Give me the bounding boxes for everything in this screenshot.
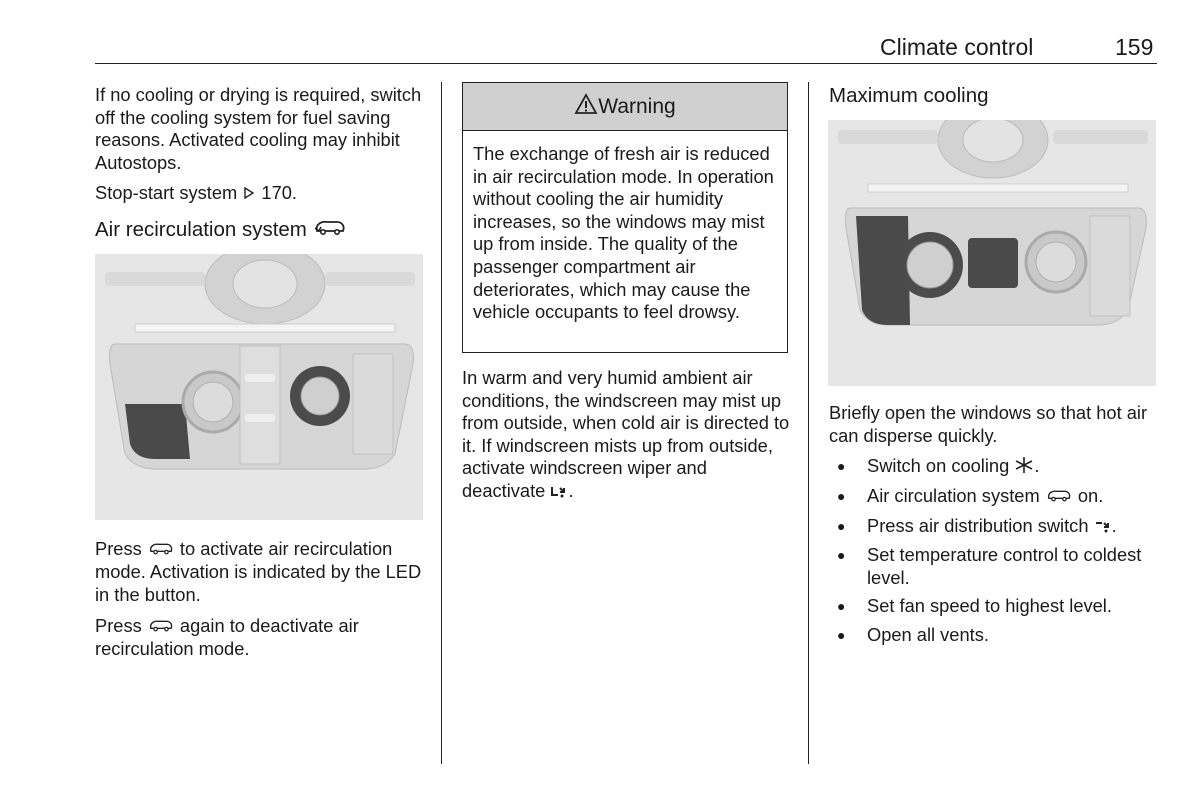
list-item-text: Set fan speed to highest level. <box>867 595 1112 617</box>
warning-body: The exchange of fresh air is reduced in air recirculation mode. In operation without cooling the air humidity increases, so the windows may mist up from inside. The quality of the passenger compartment air deteriorates, which may cause the vehicle occupants to feel drowsy. <box>473 143 774 323</box>
column-3-text <box>829 402 1154 652</box>
column-divider-2 <box>808 82 809 764</box>
list-item <box>829 544 1154 589</box>
list-item-text: Set temperature control to coldest level. <box>867 544 1142 588</box>
list-item <box>829 595 1154 618</box>
list-item-suffix: . <box>1034 455 1040 477</box>
climate-panel-photo-2 <box>828 120 1156 386</box>
press-activate-paragraph <box>95 538 430 607</box>
column-2-paragraph <box>462 367 792 511</box>
section-title: Climate control <box>880 34 1034 60</box>
column-divider-1 <box>441 82 442 764</box>
warning-box <box>462 82 788 353</box>
page-number: 159 <box>1115 34 1154 60</box>
list-item <box>829 624 1154 647</box>
warning-header <box>463 83 787 131</box>
warning-triangle-icon <box>574 93 598 121</box>
max-cooling-intro: Briefly open the windows so that hot air can disperse quickly. <box>829 402 1148 446</box>
crossref-text: Stop-start system <box>95 182 238 204</box>
list-item-text: Press air distribution switch <box>867 514 1089 536</box>
intro-paragraph: If no cooling or drying is required, switch off the cooling system for fuel saving reasons. Activated cooling may inhibit Autostops. <box>95 84 422 173</box>
air-distribution-icon <box>1094 516 1112 539</box>
windscreen-text-end: . <box>568 479 574 501</box>
press-text: Press <box>95 538 142 559</box>
press-activate-text: to activate air recirculation mode. Activation is indicated by the LED in the button. <box>95 538 422 606</box>
max-cooling-steps <box>829 455 1154 646</box>
air-recirculation-heading <box>95 218 347 243</box>
press-deactivate-paragraph <box>95 615 430 661</box>
windscreen-paragraph <box>462 367 792 503</box>
column-1-lower <box>95 538 430 669</box>
climate-panel-photo-1 <box>95 254 423 520</box>
list-item-text: Air circulation system <box>867 485 1040 507</box>
press-text: Press <box>95 614 142 636</box>
list-item <box>829 515 1154 538</box>
list-item-suffix: . <box>1111 514 1117 536</box>
warning-title: Warning <box>598 94 676 118</box>
maximum-cooling-heading: Maximum cooling <box>829 84 989 107</box>
snowflake-icon <box>1014 456 1034 480</box>
press-deactivate-text: again to deactivate air recirculation mode. <box>95 614 359 660</box>
recirculation-icon <box>147 539 175 562</box>
crossref-page: 170. <box>261 182 298 204</box>
windscreen-text: In warm and very humid ambient air conditions, the windscreen may mist up from outside, when cold air is directed to it. If windscreen mists up from outside, activate windscreen wiper and deactivate <box>462 367 790 501</box>
list-item-suffix: on. <box>1077 485 1104 507</box>
recirculation-icon <box>147 616 175 639</box>
heading-text: Air recirculation system <box>95 218 307 241</box>
list-item-text: Open all vents. <box>867 623 989 645</box>
crossref-paragraph <box>95 182 430 205</box>
column-1 <box>95 84 430 214</box>
air-distribution-icon <box>550 481 568 504</box>
crossref-arrow-icon <box>242 183 256 206</box>
list-item <box>829 455 1154 479</box>
recirculation-icon <box>1045 486 1073 509</box>
list-item-text: Switch on cooling <box>867 455 1010 477</box>
header-rule <box>95 63 1157 64</box>
recirculation-icon <box>313 219 347 243</box>
list-item <box>829 485 1154 508</box>
